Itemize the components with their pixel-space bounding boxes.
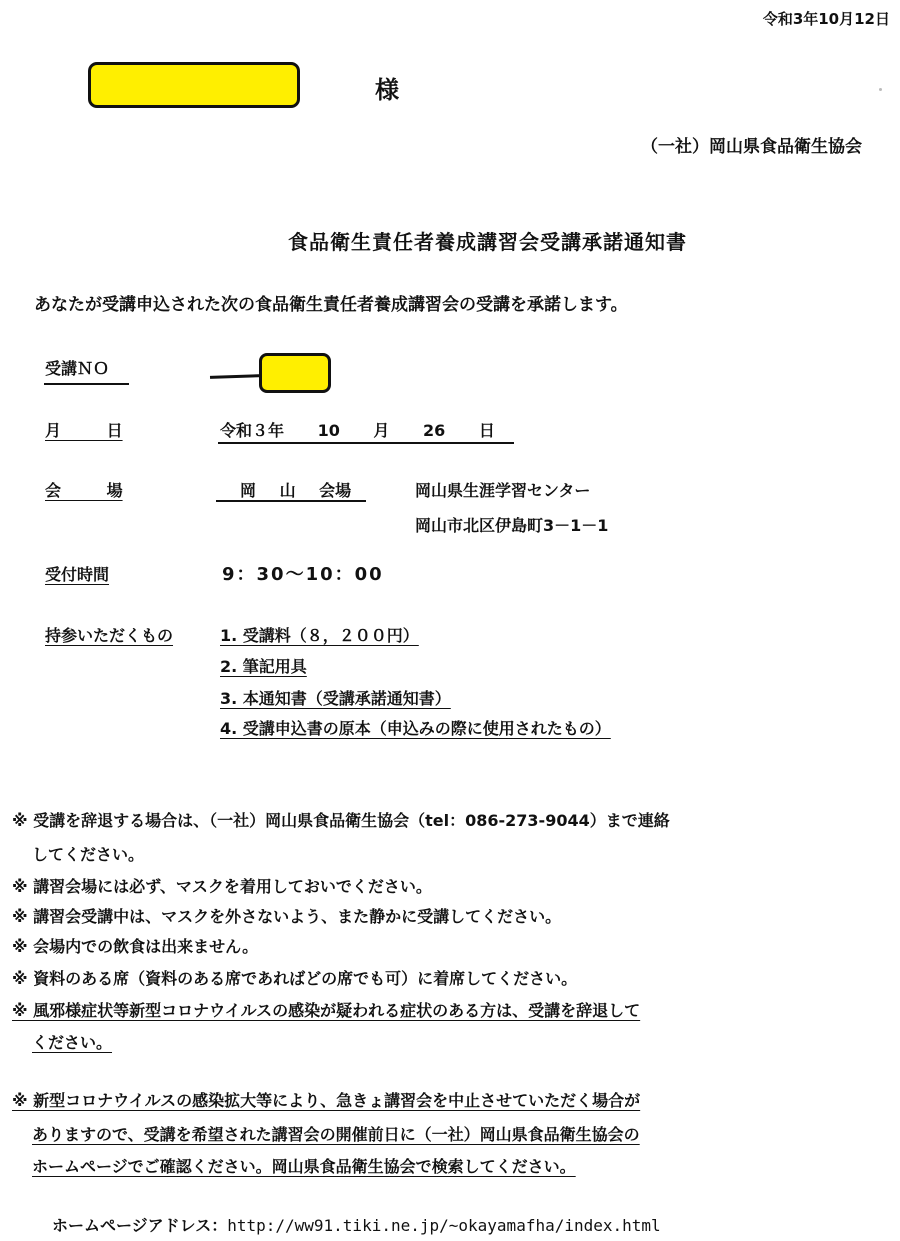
note-quiet: ※ 講習会受講中は、マスクを外さないよう、また静かに受講してください。 <box>12 907 562 926</box>
scan-speck <box>879 88 882 91</box>
reception-time: 9：30～10：00 <box>222 564 384 585</box>
note-cancellation-cont: ホームページでご確認ください。岡山県食品衛生協会で検索してください。 <box>32 1157 576 1176</box>
website-label: ホームページアドレス： <box>52 1216 228 1235</box>
number-label-underline <box>44 383 129 385</box>
document-title: 食品衛生責任者養成講習会受講承諾通知書 <box>288 230 687 254</box>
date-value: 令和３年 10 月 26 日 <box>220 421 495 440</box>
number-label: 受講ＮＯ <box>45 359 110 378</box>
venue-underline <box>216 500 366 502</box>
issue-date: 令和3年10月12日 <box>762 10 890 28</box>
note-mask: ※ 講習会場には必ず、マスクを着用しておいでください。 <box>12 877 432 896</box>
date-label: 月 日 <box>45 421 123 440</box>
bring-item: 4. 受講申込書の原本（申込みの際に使用されたもの） <box>220 719 611 738</box>
bring-item: 1. 受講料（８，２００円） <box>220 626 419 645</box>
note-symptoms-cont: ください。 <box>32 1033 113 1052</box>
venue-value: 岡 山 会場 <box>240 481 352 500</box>
date-underline <box>218 442 514 444</box>
website-url: http://ww91.tiki.ne.jp/~okayamafha/index.html <box>227 1216 661 1235</box>
organization-name: （一社）岡山県食品衛生協会 <box>641 137 862 157</box>
note-cancellation-cont: ありますので、受講を希望された講習会の開催前日に（一社）岡山県食品衛生協会の <box>32 1125 640 1144</box>
pointer-line <box>210 374 262 379</box>
note-seating: ※ 資料のある席（資料のある席であればどの席でも可）に着席してください。 <box>12 969 578 988</box>
bring-item: 2. 筆記用具 <box>220 657 307 676</box>
reception-label: 受付時間 <box>45 565 110 584</box>
venue-facility: 岡山県生涯学習センター <box>415 481 591 500</box>
website-line <box>52 1213 661 1236</box>
redacted-recipient-name <box>88 62 300 108</box>
note-cancellation: ※ 新型コロナウイルスの感染拡大等により、急きょ講習会を中止させていただく場合が <box>12 1091 641 1110</box>
redacted-number <box>259 353 331 393</box>
note-no-eating: ※ 会場内での飲食は出来ません。 <box>12 937 259 956</box>
venue-address: 岡山市北区伊島町3－1－1 <box>415 516 609 535</box>
venue-label: 会 場 <box>45 481 123 500</box>
note-withdrawal: ※ 受講を辞退する場合は、（一社）岡山県食品衛生協会（tel：086-273-9044）まで連絡 <box>12 811 670 830</box>
intro-text: あなたが受講申込された次の食品衛生責任者養成講習会の受講を承諾します。 <box>34 295 628 315</box>
note-symptoms: ※ 風邪様症状等新型コロナウイルスの感染が疑われる症状のある方は、受講を辞退して <box>12 1001 641 1020</box>
bring-item: 3. 本通知書（受講承諾通知書） <box>220 689 451 708</box>
bring-label: 持参いただくもの <box>45 626 174 645</box>
recipient-honorific: 様 <box>375 76 399 104</box>
note-withdrawal-cont: してください。 <box>32 845 145 864</box>
